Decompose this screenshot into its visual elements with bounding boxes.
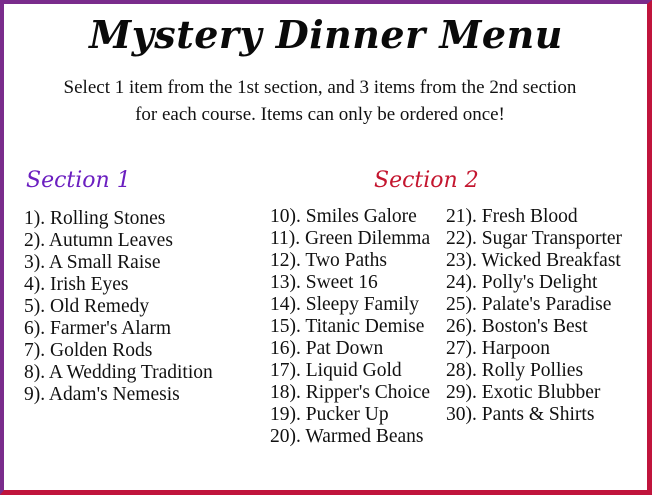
menu-item: 10). Smiles Galore [270,206,417,227]
menu-item: 7). Golden Rods [24,340,153,361]
menu-item: 4). Irish Eyes [24,274,129,295]
menu-item: 21). Fresh Blood [446,206,578,227]
menu-item: 19). Pucker Up [270,404,389,425]
menu-item: 11). Green Dilemma [270,228,431,249]
menu-item: 27). Harpoon [446,338,550,359]
section-2-list-b [446,206,622,426]
menu-item: 24). Polly's Delight [446,272,598,293]
menu-item: 5). Old Remedy [24,296,150,317]
menu-item: 29). Exotic Blubber [446,382,601,403]
menu-item: 8). A Wedding Tradition [24,362,213,383]
menu-item: 22). Sugar Transporter [446,228,623,249]
menu-item: 14). Sleepy Family [270,294,419,315]
section-1-list [24,208,213,406]
menu-item: 6). Farmer's Alarm [24,318,172,339]
section-2-list-a [270,206,430,448]
menu-item: 9). Adam's Nemesis [24,384,180,405]
menu-item: 23). Wicked Breakfast [446,250,621,271]
instructions-line-2: for each course. Items can only be ordered once! [135,104,505,125]
instructions-line-1: Select 1 item from the 1st section, and 3 items from the 2nd section [63,77,577,98]
menu-item: 15). Titanic Demise [270,316,425,337]
menu-item: 17). Liquid Gold [270,360,402,381]
menu-item: 3). A Small Raise [24,252,161,273]
menu-item: 16). Pat Down [270,338,384,359]
menu-title: Mystery Dinner Menu [89,12,563,57]
menu-instructions [20,74,620,128]
section-1-heading: Section 1 [26,168,131,193]
menu-item: 2). Autumn Leaves [24,230,173,251]
menu-item: 26). Boston's Best [446,316,588,337]
menu-item: 12). Two Paths [270,250,387,271]
menu-item: 28). Rolly Pollies [446,360,584,381]
menu-item: 30). Pants & Shirts [446,404,595,425]
menu-item: 1). Rolling Stones [24,208,166,229]
menu-item: 20). Warmed Beans [270,426,424,447]
section-2-heading: Section 2 [374,168,479,193]
menu-item: 25). Palate's Paradise [446,294,612,315]
menu-item: 18). Ripper's Choice [270,382,431,403]
menu-item: 13). Sweet 16 [270,272,378,293]
